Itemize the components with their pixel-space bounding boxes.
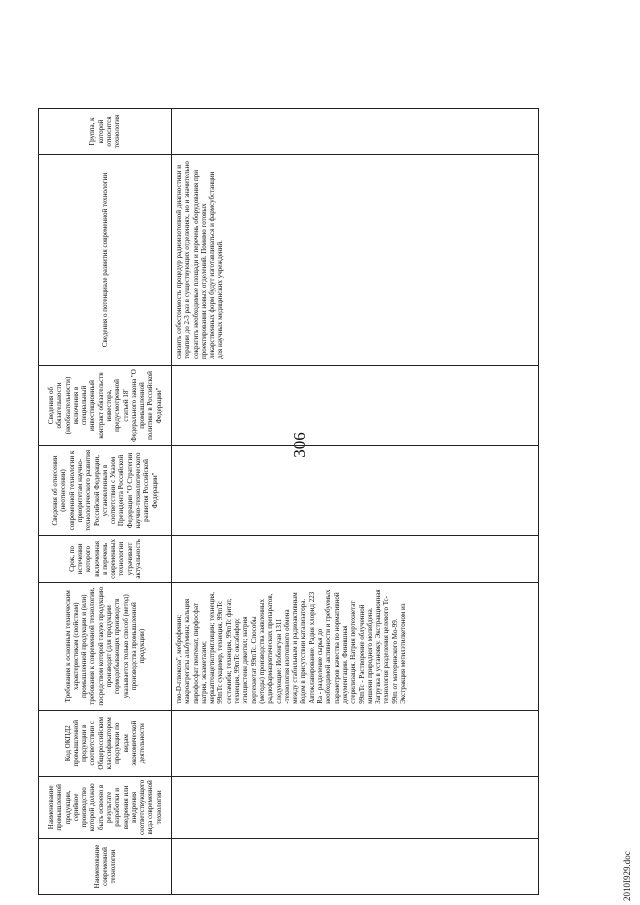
header-cell: Сведения об обязательности (необязательности) включения в специальный инвестиционный контракт обязательств инвестора, предусмотренной статьей 18' Федерального закона "О промышленной политике в Российской Федерации" xyxy=(39,366,172,446)
header-cell: Код ОКПД2 промышленной продукции в соответствии с Общероссийским классификатором продукции по видам экономической деятельности xyxy=(39,710,172,776)
header-cell: Наименование промышленной продукции, серийное производство которой должно быть освоено в результате разработки и внедрения или внедрения соответствующего вида современной технологии xyxy=(39,776,172,838)
production-methods-cell: тио-D-глюкоза", меброфенин; макроагрегаты альбумина; кальция пирофосфат пентенат, пирфосфат натрия, экзаметазим; меркаптоацетилтриглицин; технеция, 99mTc сукцимер, технеция, 99mTc сестамиби; технеция, 99mTc фитат, технеция, 99mTc оксабифор; этилцистеин дикетил; натрия пертехнетат 99mTc. Способы (методы) производства заявленных радиофармацевтических препаратов, следующие: Иобенгуан 131I -технология изотопного обмена между стабильным и радиоактивным йодом в присутствии катализатора. Автоклавирование. Радия хлорид 223 Ra - разделение сырья до необходимой активности и требуемых параметров качества по нормативной документации. Финишная стерилизация. Натрия пертехнетат 99mTc - Растворение облученной мишени природного молибдена. Загрузка в установку. Экстракционная технология разделения целевого Tc-99m от материнского Mo-99. Экстракция метилэтилкетоном из xyxy=(172,582,539,710)
table-cell xyxy=(172,839,539,895)
page-number: 306 xyxy=(290,432,309,458)
header-cell: Группа, к которой относится технология xyxy=(39,109,172,155)
header-cell: Наименование современной технологии xyxy=(39,839,172,895)
header-cell: Требования к основным техническим характеристикам (свойствам) промышленной продукции и (или) требования к современной технологии, посредством которой такую продукцию производят (для продукции гормодобывающих производств указывается только способ (метод) производства промышленной продукции) xyxy=(39,582,172,710)
table-cell xyxy=(172,710,539,776)
table-cell xyxy=(172,776,539,838)
header-cell: Срок, по истечении которого включенная в перечень современных технологии утрачивает актуальность xyxy=(39,536,172,583)
header-cell: Сведения об отнесении (неотнесении) современной технологии к приоритетам научно-технологического развития Российской Федерации, установленным в соответствии с Указом Президента Российской Федерации "О Стратегии научно-технологического развития Российской Федерации" xyxy=(39,446,172,536)
table-row xyxy=(172,109,539,895)
table-cell xyxy=(172,446,539,536)
table-cell xyxy=(172,536,539,583)
header-cell: Сведения о потенциале развития современной технологии xyxy=(39,155,172,366)
technology-table xyxy=(38,108,539,895)
header-row xyxy=(39,109,172,895)
table-cell xyxy=(172,109,539,155)
potential-cell: снизить себестоимость процедур радиоизотопной диагностики и терапии до 2-3 раз в существующих отделениях, но и значительно сократить необходимые площади и перечень оборудования при проектировании новых отделений. Помимо готовых лекарственных форм будут изготавливаться и фармсубстанции для научных медицинских учреждений. xyxy=(172,155,539,366)
document-filename: 2010I929.doc xyxy=(622,851,632,901)
table-cell xyxy=(172,366,539,446)
